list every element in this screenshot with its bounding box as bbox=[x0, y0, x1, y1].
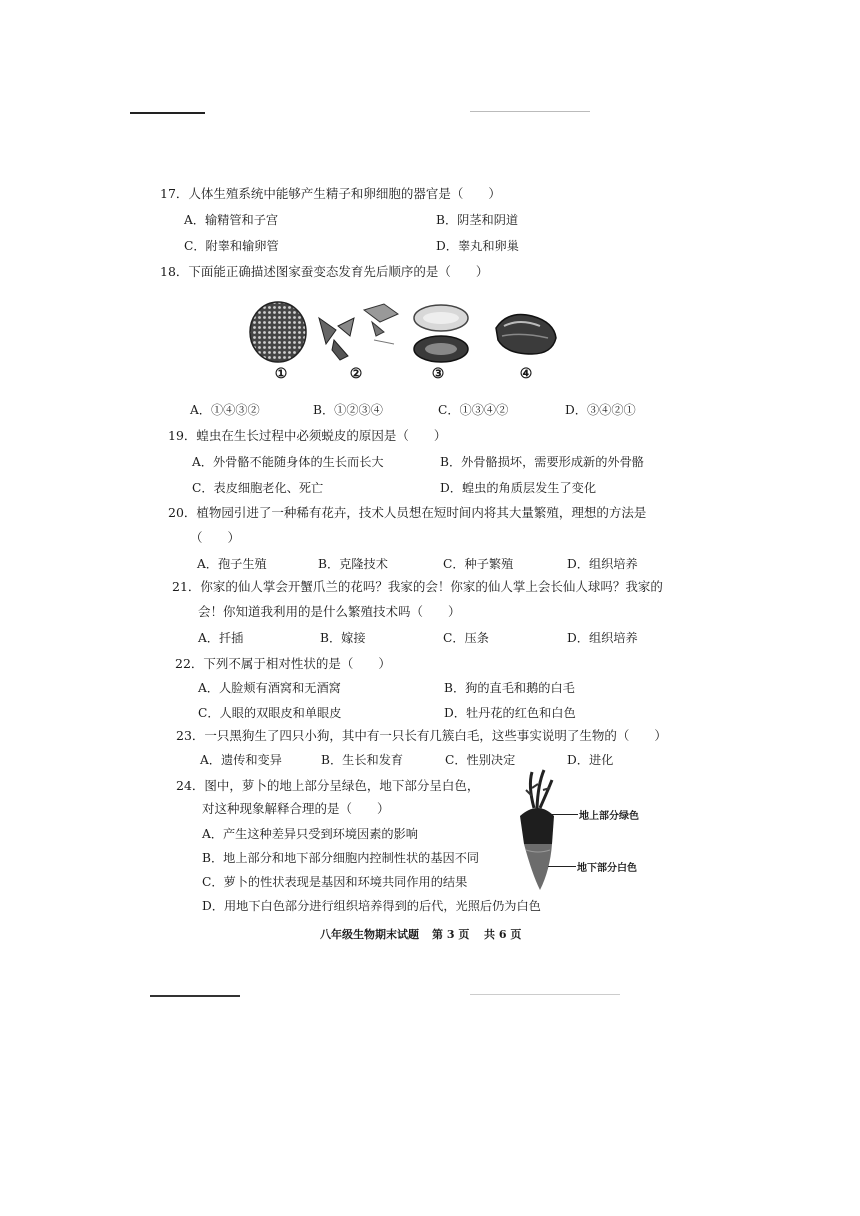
figure-label-4: ④ bbox=[519, 366, 533, 382]
question-17-stem: 17．人体生殖系统中能够产生精子和卵细胞的器官是（ ） bbox=[160, 186, 501, 201]
bottom-rule-left bbox=[150, 995, 240, 997]
question-20-stem-continued: （ ） bbox=[190, 530, 241, 545]
q24-option-b: B．地上部分和地下部分细胞内控制性状的基因不同 bbox=[202, 851, 480, 865]
radish-above-ground-label: 地上部分绿色 bbox=[579, 811, 639, 822]
q18-option-c: C．①③④② bbox=[438, 403, 509, 417]
q24-option-d: D．用地下白色部分进行组织培养得到的后代，光照后仍为白色 bbox=[202, 899, 541, 913]
q17-option-d: D．睾丸和卵巢 bbox=[436, 239, 519, 253]
radish-green-label-line bbox=[552, 814, 578, 815]
silkworm-cocoon-image bbox=[412, 303, 470, 365]
q24-option-c: C．萝卜的性状表现是基因和环境共同作用的结果 bbox=[202, 875, 468, 889]
q20-option-a: A．孢子生殖 bbox=[197, 557, 267, 571]
footer-total-pages: 共 6 页 bbox=[484, 928, 522, 941]
radish-white-label-line bbox=[548, 866, 576, 867]
q18-option-d: D．③④②① bbox=[565, 403, 636, 417]
q21-option-b: B．嫁接 bbox=[320, 631, 366, 645]
radish-image bbox=[510, 766, 570, 896]
q18-option-a: A．①④③② bbox=[190, 403, 260, 417]
q17-option-a: A．输精管和子宫 bbox=[184, 213, 279, 227]
question-24-stem-continued: 对这种现象解释合理的是（ ） bbox=[202, 801, 390, 816]
question-21-stem: 21．你家的仙人掌会开蟹爪兰的花吗？我家的会！你家的仙人掌上会长仙人球吗？我家的 bbox=[172, 579, 663, 594]
silkworm-egg-image bbox=[247, 300, 309, 364]
footer-exam-title: 八年级生物期末试题 bbox=[320, 928, 419, 941]
q22-option-c: C．人眼的双眼皮和单眼皮 bbox=[198, 706, 342, 720]
question-18-stem: 18．下面能正确描述图家蚕变态发育先后顺序的是（ ） bbox=[160, 264, 489, 279]
q22-option-d: D．牡丹花的红色和白色 bbox=[444, 706, 576, 720]
top-rule-right bbox=[470, 111, 590, 112]
figure-label-3: ③ bbox=[431, 366, 445, 382]
q20-option-d: D．组织培养 bbox=[567, 557, 638, 571]
question-22-stem: 22．下列不属于相对性状的是（ ） bbox=[175, 656, 391, 671]
question-19-stem: 19．蝗虫在生长过程中必须蜕皮的原因是（ ） bbox=[168, 428, 447, 443]
q22-option-b: B．狗的直毛和鹅的白毛 bbox=[444, 681, 575, 695]
q23-option-c: C．性别决定 bbox=[445, 753, 516, 767]
question-20-stem: 20．植物园引进了一种稀有花卉，技术人员想在短时间内将其大量繁殖，理想的方法是 bbox=[168, 505, 647, 520]
question-24-stem: 24．图中，萝卜的地上部分呈绿色，地下部分呈白色， bbox=[176, 778, 480, 793]
q19-option-b: B．外骨骼损坏，需要形成新的外骨骼 bbox=[440, 455, 644, 469]
figure-label-1: ① bbox=[274, 366, 288, 382]
radish-below-ground-label: 地下部分白色 bbox=[577, 863, 637, 874]
q19-option-d: D．蝗虫的角质层发生了变化 bbox=[440, 481, 597, 495]
silkworm-larva-image bbox=[492, 304, 560, 360]
q20-option-c: C．种子繁殖 bbox=[443, 557, 514, 571]
q22-option-a: A．人脸颊有酒窝和无酒窝 bbox=[198, 681, 341, 695]
q20-option-b: B．克隆技术 bbox=[318, 557, 388, 571]
q17-option-b: B．阴茎和阴道 bbox=[436, 213, 519, 227]
footer-page-number: 第 3 页 bbox=[432, 928, 470, 941]
q21-option-c: C．压条 bbox=[443, 631, 489, 645]
q19-option-c: C．表皮细胞老化、死亡 bbox=[192, 481, 324, 495]
figure-label-2: ② bbox=[349, 366, 363, 382]
bottom-rule-right bbox=[470, 994, 620, 995]
q19-option-a: A．外骨骼不能随身体的生长而长大 bbox=[192, 455, 384, 469]
silkworm-moth-image bbox=[314, 300, 404, 362]
q23-option-b: B．生长和发育 bbox=[321, 753, 404, 767]
q23-option-d: D．进化 bbox=[567, 753, 614, 767]
question-21-stem-continued: 会！你知道我利用的是什么繁殖技术吗（ ） bbox=[198, 604, 461, 619]
q21-option-d: D．组织培养 bbox=[567, 631, 638, 645]
question-23-stem: 23．一只黑狗生了四只小狗，其中有一只长有几簇白毛，这些事实说明了生物的（ ） bbox=[176, 728, 667, 743]
q17-option-c: C．附睾和输卵管 bbox=[184, 239, 279, 253]
q21-option-a: A．扦插 bbox=[198, 631, 244, 645]
q18-option-b: B．①②③④ bbox=[313, 403, 383, 417]
top-rule-left bbox=[130, 112, 205, 114]
q24-option-a: A．产生这种差异只受到环境因素的影响 bbox=[202, 827, 418, 841]
q23-option-a: A．遗传和变异 bbox=[200, 753, 282, 767]
